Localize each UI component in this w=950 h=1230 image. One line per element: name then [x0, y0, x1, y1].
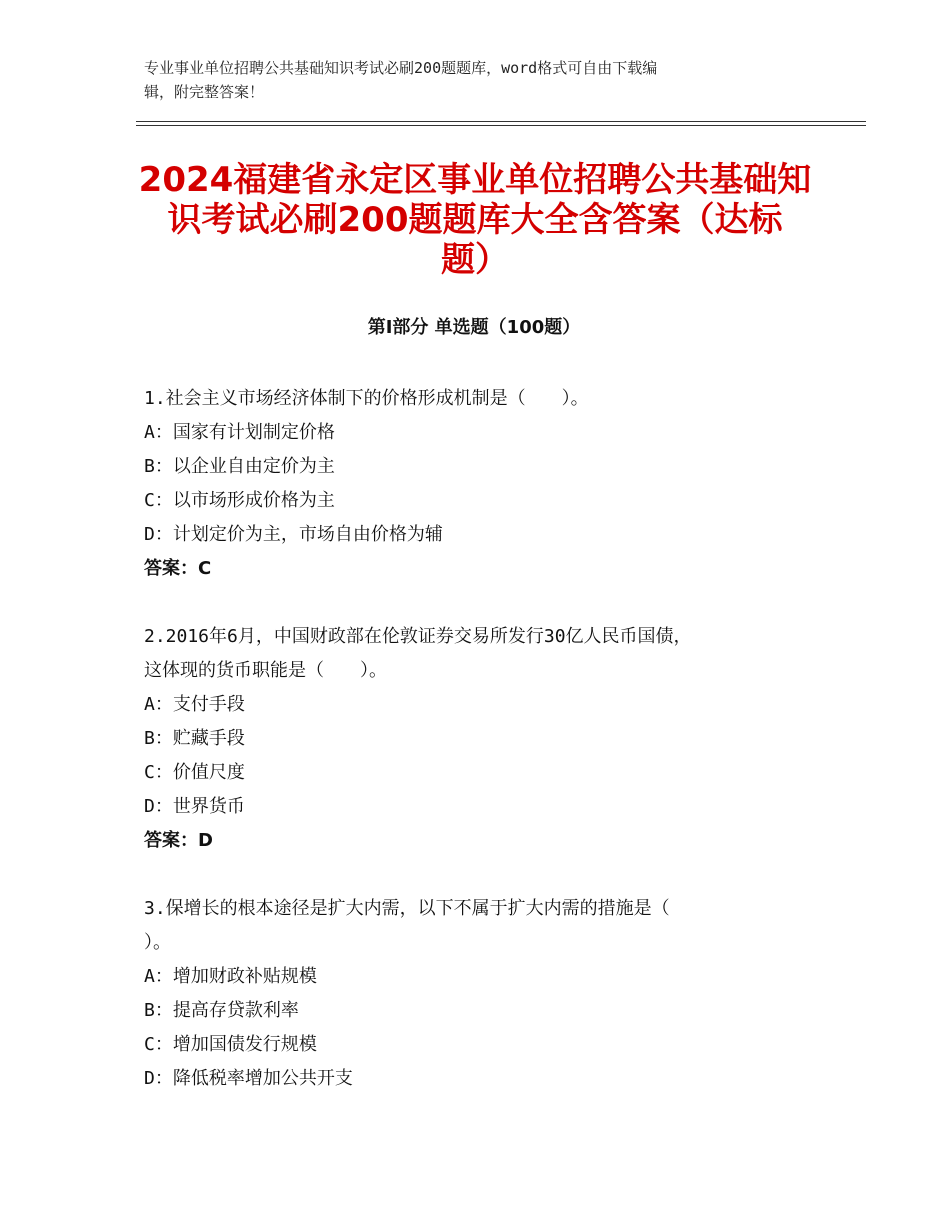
header-rule-bottom [136, 125, 866, 126]
header-rule-top [136, 121, 866, 122]
option-d: D：世界货币 [144, 796, 245, 817]
option-b: B：提高存贷款利率 [144, 1000, 299, 1021]
option-a: A：增加财政补贴规模 [144, 966, 317, 987]
section-heading: 第Ⅰ部分 单选题（100题） [367, 317, 581, 338]
option-c: C：以市场形成价格为主 [144, 490, 335, 511]
question-stem: 2.2016年6月，中国财政部在伦敦证券交易所发行30亿人民币国债， [144, 626, 692, 647]
option-d: D：降低税率增加公共开支 [144, 1068, 353, 1089]
title-line-3: 题） [441, 240, 509, 280]
title-line-2: 识考试必刷200题题库大全含答案（达标 [167, 200, 783, 240]
option-c: C：价值尺度 [144, 762, 245, 783]
option-d: D：计划定价为主，市场自由价格为辅 [144, 524, 443, 545]
question-stem-continued: 这体现的货币职能是（ ）。 [144, 660, 387, 681]
question-2 [144, 620, 814, 858]
question-stem-continued: ）。 [144, 932, 171, 953]
question-3 [144, 892, 814, 1096]
question-stem: 1.社会主义市场经济体制下的价格形成机制是（ ）。 [144, 388, 589, 409]
question-1 [144, 382, 814, 586]
option-b: B：以企业自由定价为主 [144, 456, 335, 477]
page-header [144, 56, 784, 104]
answer-label: 答案：C [144, 558, 212, 579]
title-line-1: 2024福建省永定区事业单位招聘公共基础知 [138, 160, 812, 200]
option-a: A：支付手段 [144, 694, 245, 715]
option-a: A：国家有计划制定价格 [144, 422, 335, 443]
question-stem: 3.保增长的根本途径是扩大内需，以下不属于扩大内需的措施是（ [144, 898, 670, 919]
document-title [130, 160, 820, 280]
header-line-2: 辑，附完整答案！ [144, 83, 265, 101]
question-list [144, 382, 814, 1130]
answer-label: 答案：D [144, 830, 213, 851]
option-b: B：贮藏手段 [144, 728, 245, 749]
header-line-1: 专业事业单位招聘公共基础知识考试必刷200题题库，word格式可自由下载编 [144, 59, 658, 77]
option-c: C：增加国债发行规模 [144, 1034, 317, 1055]
